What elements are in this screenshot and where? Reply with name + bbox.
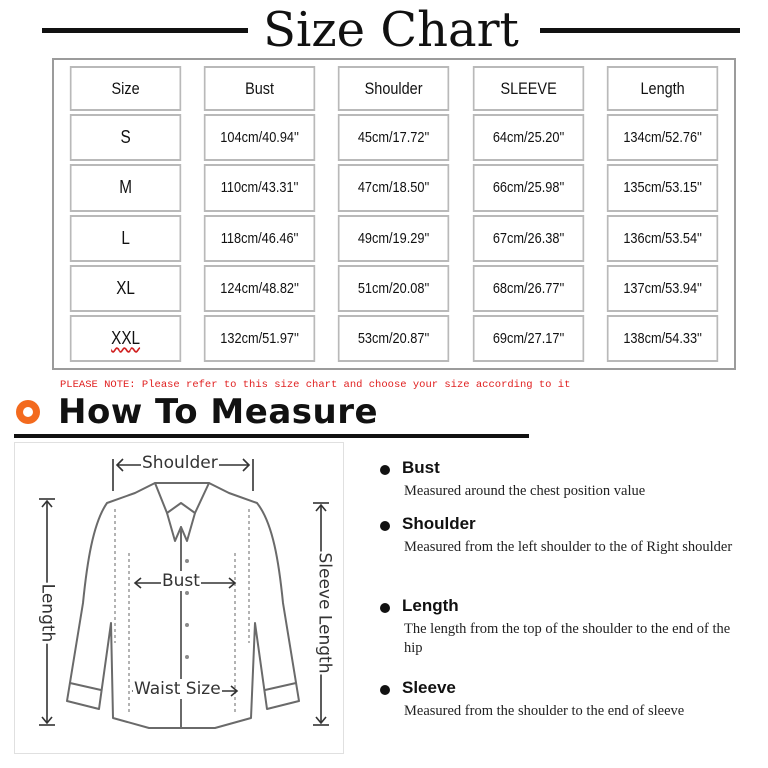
- bullet-icon: [380, 521, 390, 531]
- size-table-frame: [52, 58, 736, 370]
- bust-cell: 124cm/48.82'': [204, 265, 316, 312]
- shoulder-diagram-label: Shoulder: [142, 453, 218, 473]
- title-rule-right: [540, 28, 740, 33]
- shoulder-cell: 51cm/20.08'': [338, 265, 450, 312]
- header-shoulder: Shoulder: [338, 66, 450, 111]
- header-bust: Bust: [204, 66, 316, 111]
- sleeve-cell: 68cm/26.77'': [472, 265, 584, 312]
- header-length: Length: [607, 66, 719, 111]
- table-row: [60, 114, 728, 161]
- how-to-measure-rule: [14, 434, 529, 438]
- length-cell: 134cm/52.76'': [607, 114, 719, 161]
- bust-cell: 118cm/46.46'': [204, 215, 316, 262]
- shoulder-cell: 47cm/18.50'': [338, 164, 450, 211]
- bullet-icon: [380, 685, 390, 695]
- length-cell: 135cm/53.15'': [607, 164, 719, 211]
- bust-cell: 132cm/51.97'': [204, 315, 316, 362]
- length-diagram-label: Length: [37, 583, 58, 643]
- measure-heading: Bust: [402, 458, 440, 477]
- bust-diagram-label: Bust: [162, 571, 200, 591]
- sleeve-length-diagram-label: Sleeve Length: [314, 552, 335, 674]
- sleeve-cell: 66cm/25.98'': [472, 164, 584, 211]
- page-title: Size Chart: [263, 2, 519, 58]
- measure-description: The length from the top of the shoulder to the end of the hip: [404, 621, 731, 656]
- header-size: Size: [70, 66, 182, 111]
- table-row: [60, 265, 728, 312]
- shirt-measure-diagram: [14, 442, 344, 754]
- shoulder-cell: 53cm/20.87'': [338, 315, 450, 362]
- sleeve-cell: 64cm/25.20'': [472, 114, 584, 161]
- title-rule-left: [42, 28, 248, 33]
- size-cell: M: [70, 164, 182, 211]
- length-cell: 138cm/54.33'': [607, 315, 719, 362]
- table-row: [60, 315, 728, 362]
- size-note: PLEASE NOTE: Please refer to this size chart and choose your size according to it: [60, 379, 571, 391]
- size-cell: S: [70, 114, 182, 161]
- measure-heading: Sleeve: [402, 678, 456, 697]
- shoulder-cell: 45cm/17.72'': [338, 114, 450, 161]
- size-cell: [70, 315, 182, 362]
- bust-cell: 110cm/43.31'': [204, 164, 316, 211]
- shoulder-cell: 49cm/19.29'': [338, 215, 450, 262]
- bust-cell: 104cm/40.94'': [204, 114, 316, 161]
- how-to-measure-title: How To Measure: [58, 392, 379, 432]
- measure-heading: Length: [402, 596, 459, 615]
- length-cell: 137cm/53.94'': [607, 265, 719, 312]
- size-chart-header: [0, 0, 768, 60]
- table-row: [60, 164, 728, 211]
- header-sleeve: SLEEVE: [472, 66, 584, 111]
- measure-description: Measured from the shoulder to the end of sleeve: [404, 703, 685, 719]
- length-cell: 136cm/53.54'': [607, 215, 719, 262]
- size-table: [57, 63, 731, 365]
- table-row: [60, 215, 728, 262]
- size-cell: L: [70, 215, 182, 262]
- table-header-row: [60, 66, 728, 111]
- sleeve-cell: 69cm/27.17'': [472, 315, 584, 362]
- size-xxl-label: XXL: [111, 327, 141, 348]
- measure-heading: Shoulder: [402, 514, 476, 533]
- measure-description: Measured around the chest position value: [404, 483, 646, 499]
- bullet-icon: [380, 603, 390, 613]
- measure-description: Measured from the left shoulder to the of Right shoulder: [404, 539, 733, 555]
- bullet-icon: [380, 465, 390, 475]
- sleeve-cell: 67cm/26.38'': [472, 215, 584, 262]
- shirt-outline-icon: [15, 443, 345, 755]
- size-cell: XL: [70, 265, 182, 312]
- waist-diagram-label: Waist Size: [134, 679, 221, 699]
- circle-bullet-icon: [16, 400, 40, 424]
